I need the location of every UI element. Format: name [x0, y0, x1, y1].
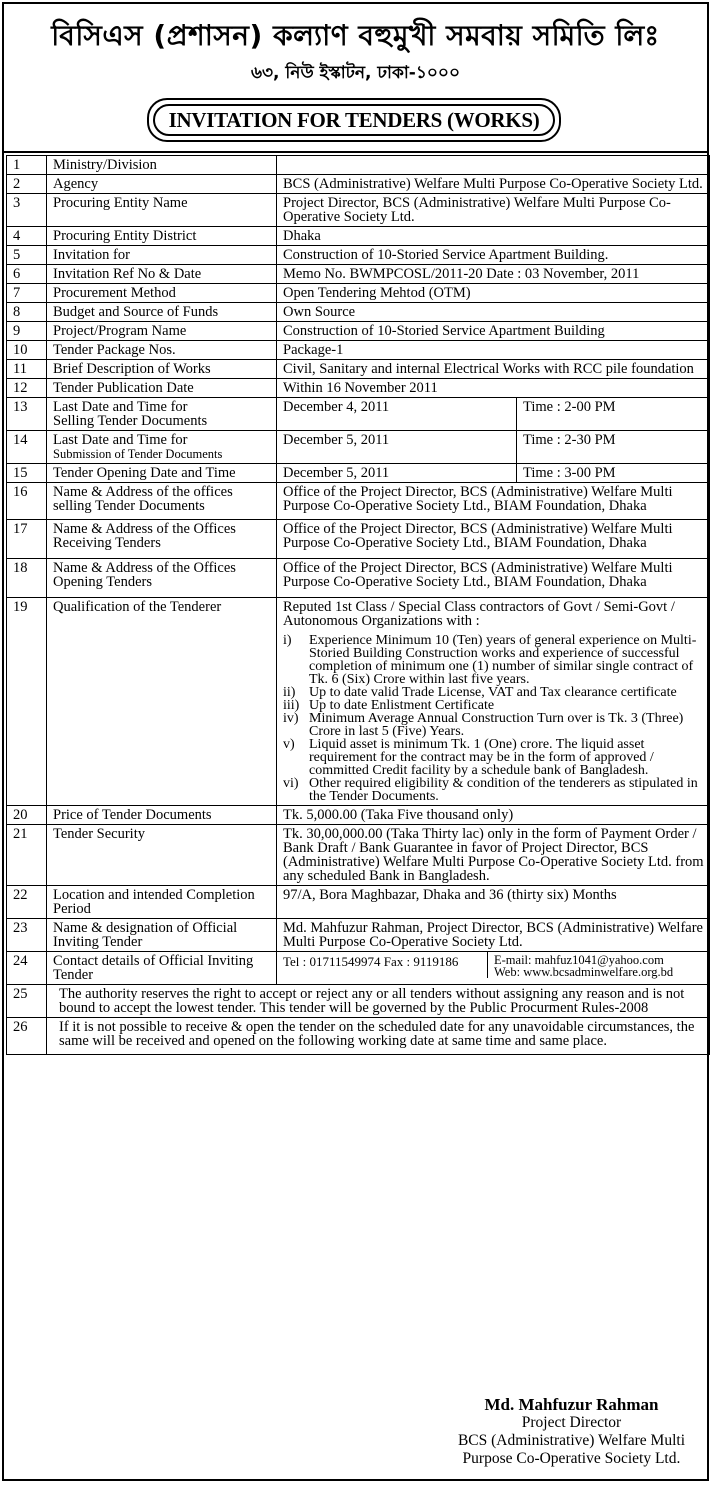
item-text: Up to date valid Trade License, VAT and Tax clearance certificate: [309, 685, 677, 700]
table-row: [7, 985, 710, 1018]
table-row: [7, 825, 710, 886]
row-label: Contact details of Official Inviting Tender: [47, 952, 277, 985]
qualification-item: [283, 712, 705, 738]
row-number: 14: [7, 431, 47, 464]
organization-name: বিসিএস (প্রশাসন) কল্যাণ বহুমুখী সমবায় সমিতি লিঃ: [51, 19, 660, 52]
note-text: If it is not possible to receive & open the tender on the scheduled date for any unavoidable circumstances, the same will be received and opened on the following working date at same time and same place.: [47, 1018, 710, 1055]
row-label: Invitation for: [47, 246, 277, 265]
row-label: Name & Address of the Offices Receiving Tenders: [47, 520, 277, 559]
table-row: [7, 379, 710, 398]
row-number: 1: [7, 156, 47, 175]
row-label: [47, 464, 277, 483]
row-number: 8: [7, 303, 47, 322]
qualification-item: [283, 634, 705, 686]
row-label: Price of Tender Documents: [47, 806, 277, 825]
row-label: Procurement Method: [47, 284, 277, 303]
item-text: Liquid asset is minimum Tk. 1 (One) crore. The liquid asset requirement for the contract may be in the form of approved / committed Credit facility by a schedule bank of Bangladesh.: [309, 737, 654, 778]
row-time: Time : 2-00 PM: [517, 398, 710, 431]
row-value: Tk. 30,00,000.00 (Taka Thirty lac) only in the form of Payment Order / Bank Draft / Bank Guarantee in favor of Project Director, BCS (Administrative) Welfare Multi Purpose Co-Operative Society Ltd. from any scheduled Bank in Bangladesh.: [277, 825, 710, 886]
row-number: 5: [7, 246, 47, 265]
item-text: Up to date Enlistment Certificate: [309, 698, 495, 713]
row-label: Agency: [47, 175, 277, 194]
row-label: Name & designation of Official Inviting Tender: [47, 919, 277, 952]
row-value: 97/A, Bora Maghbazar, Dhaka and 36 (thirty six) Months: [277, 886, 710, 919]
row-number: 16: [7, 483, 47, 520]
table-row: [7, 806, 710, 825]
contact-email: E-mail: mahfuz1041@yahoo.com: [494, 953, 664, 967]
row-number: 22: [7, 886, 47, 919]
item-number: ii): [283, 685, 296, 700]
row-label: [47, 431, 277, 464]
contact-details: [277, 952, 710, 985]
table-row: [7, 175, 710, 194]
table-row: [7, 398, 710, 431]
row-value: Within 16 November 2011: [277, 379, 710, 398]
qualification-list: [277, 598, 710, 806]
row-label: Qualification of the Tenderer: [47, 598, 277, 806]
table-row: [7, 303, 710, 322]
row-number: 15: [7, 464, 47, 483]
table-row: [7, 265, 710, 284]
row-value: Package-1: [277, 341, 710, 360]
row-date: December 5, 2011: [277, 464, 517, 483]
item-number: v): [283, 737, 295, 752]
qualification-item: [283, 777, 705, 803]
item-text: Experience Minimum 10 (Ten) years of general experience on Multi-Storied Building Construction works and experience of successful completion of minimum one (1) number of similar single contract of Tk. 6 (Six) Crore within last five years.: [309, 633, 697, 687]
row-number: 18: [7, 559, 47, 598]
row-label-line: Tender Opening Date and Time: [53, 465, 236, 481]
row-label: Invitation Ref No & Date: [47, 265, 277, 284]
row-label: Budget and Source of Funds: [47, 303, 277, 322]
table-row: [7, 341, 710, 360]
row-value: Office of the Project Director, BCS (Administrative) Welfare Multi Purpose Co-Operative Society Ltd., BIAM Foundation, Dhaka: [277, 483, 710, 520]
row-number: 21: [7, 825, 47, 886]
row-number: 13: [7, 398, 47, 431]
row-value: Own Source: [277, 303, 710, 322]
table-row: [7, 520, 710, 559]
row-number: 20: [7, 806, 47, 825]
row-label: Procuring Entity District: [47, 227, 277, 246]
row-value: [277, 156, 710, 175]
table-row: [7, 194, 710, 227]
qualification-intro: Reputed 1st Class / Special Class contractors of Govt / Semi-Govt / Autonomous Organizations with :: [283, 599, 675, 629]
title-frame: [147, 98, 561, 142]
signatory-org-line: BCS (Administrative) Welfare Multi: [457, 1432, 685, 1449]
row-number: 23: [7, 919, 47, 952]
table-row: [7, 598, 710, 806]
row-value: Memo No. BWMPCOSL/2011-20 Date : 03 November, 2011: [277, 265, 710, 284]
signatory-designation: Project Director: [521, 1414, 622, 1431]
row-label-line: Submission of Tender Documents: [53, 447, 223, 461]
signatory-org-line: Purpose Co-Operative Society Ltd.: [462, 1450, 681, 1467]
item-text: Minimum Average Annual Construction Turn over is Tk. 3 (Three) Crore in last 5 (Five) Years.: [309, 711, 684, 739]
row-time: Time : 2-30 PM: [517, 431, 710, 464]
row-label: Brief Description of Works: [47, 360, 277, 379]
row-value: Dhaka: [277, 227, 710, 246]
row-number: 4: [7, 227, 47, 246]
table-row: [7, 431, 710, 464]
row-number: 25: [7, 985, 47, 1018]
table-row: [7, 246, 710, 265]
row-number: 19: [7, 598, 47, 806]
row-number: 6: [7, 265, 47, 284]
row-label-line: Last Date and Time for: [53, 399, 188, 415]
row-value: Md. Mahfuzur Rahman, Project Director, BCS (Administrative) Welfare Multi Purpose Co-Operative Society Ltd.: [277, 919, 710, 952]
row-label-line: Selling Tender Documents: [53, 413, 208, 429]
item-text: Other required eligibility & condition of the tenderers as stipulated in the Tender Documents.: [309, 776, 698, 804]
row-value: Construction of 10-Storied Service Apartment Building.: [277, 246, 710, 265]
table-row: [7, 1018, 710, 1055]
signature-block: [458, 1396, 685, 1468]
item-number: i): [283, 633, 292, 648]
row-number: 24: [7, 952, 47, 985]
table-row: [7, 559, 710, 598]
contact-web: Web: www.bcsadminwelfare.org.bd: [494, 965, 674, 979]
row-label: Project/Program Name: [47, 322, 277, 341]
note-text: The authority reserves the right to accept or reject any or all tenders without assigning any reason and is not bound to accept the lowest tender. This tender will be governed by the Public Procurment Rules-2008: [47, 985, 710, 1018]
row-label: Tender Publication Date: [47, 379, 277, 398]
row-value: Office of the Project Director, BCS (Administrative) Welfare Multi Purpose Co-Operative Society Ltd., BIAM Foundation, Dhaka: [277, 520, 710, 559]
table-row: [7, 919, 710, 952]
row-label: Name & Address of the offices selling Tender Documents: [47, 483, 277, 520]
row-number: 7: [7, 284, 47, 303]
table-row: [7, 360, 710, 379]
row-label: Ministry/Division: [47, 156, 277, 175]
tender-notice-page: [2, 2, 709, 1481]
row-date: December 4, 2011: [277, 398, 517, 431]
row-label: Location and intended Completion Period: [47, 886, 277, 919]
row-number: 17: [7, 520, 47, 559]
notice-title: INVITATION FOR TENDERS (WORKS): [153, 104, 555, 136]
tender-details-table: [6, 155, 710, 1055]
row-value: Office of the Project Director, BCS (Administrative) Welfare Multi Purpose Co-Operative Society Ltd., BIAM Foundation, Dhaka: [277, 559, 710, 598]
row-number: 3: [7, 194, 47, 227]
row-number: 26: [7, 1018, 47, 1055]
row-number: 11: [7, 360, 47, 379]
row-value: Tk. 5,000.00 (Taka Five thousand only): [277, 806, 710, 825]
qualification-item: [283, 738, 705, 777]
row-label: [47, 398, 277, 431]
table-row: [7, 483, 710, 520]
row-value: Project Director, BCS (Administrative) Welfare Multi Purpose Co-Operative Society Ltd.: [277, 194, 710, 227]
row-number: 12: [7, 379, 47, 398]
table-row: [7, 886, 710, 919]
row-value: BCS (Administrative) Welfare Multi Purpose Co-Operative Society Ltd.: [277, 175, 710, 194]
contact-split: [283, 952, 705, 978]
tender-table-body: [7, 156, 710, 1055]
item-number: iv): [283, 711, 299, 726]
table-row: [7, 156, 710, 175]
row-value: Civil, Sanitary and internal Electrical Works with RCC pile foundation: [277, 360, 710, 379]
row-number: 10: [7, 341, 47, 360]
table-row: [7, 284, 710, 303]
contact-phones: Tel : 01711549974 Fax : 9119186: [283, 952, 488, 978]
table-row: [7, 952, 710, 985]
row-label: Tender Security: [47, 825, 277, 886]
header-divider: [4, 151, 707, 153]
row-time: Time : 3-00 PM: [517, 464, 710, 483]
row-label-line: Last Date and Time for: [53, 432, 188, 448]
row-number: 2: [7, 175, 47, 194]
row-label: Tender Package Nos.: [47, 341, 277, 360]
organization-address: ৬৩, নিউ ইস্কাটন, ঢাকা-১০০০: [250, 63, 461, 83]
row-number: 9: [7, 322, 47, 341]
signatory-name: Md. Mahfuzur Rahman: [484, 1395, 659, 1414]
row-label: Procuring Entity Name: [47, 194, 277, 227]
row-value: Open Tendering Mehtod (OTM): [277, 284, 710, 303]
row-label: Name & Address of the Offices Opening Tenders: [47, 559, 277, 598]
row-date: December 5, 2011: [277, 431, 517, 464]
table-row: [7, 464, 710, 483]
item-number: vi): [283, 776, 299, 791]
row-value: Construction of 10-Storied Service Apartment Building: [277, 322, 710, 341]
contact-online: [488, 952, 705, 978]
table-row: [7, 227, 710, 246]
table-row: [7, 322, 710, 341]
item-number: iii): [283, 698, 300, 713]
